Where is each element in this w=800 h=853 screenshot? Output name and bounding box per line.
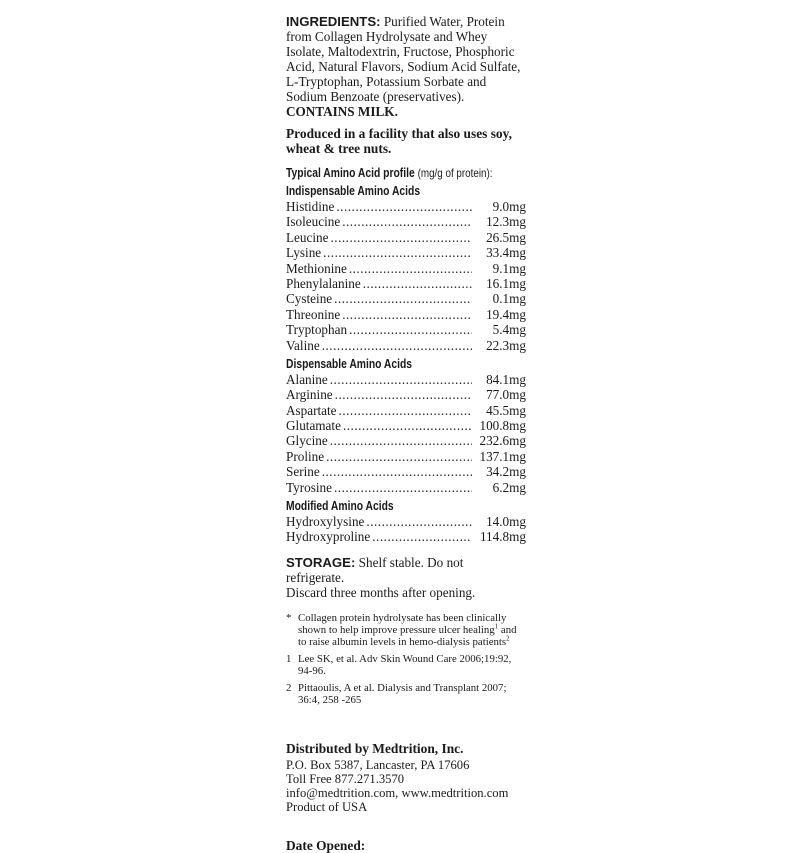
footnote-ref-1-mark: 1 bbox=[286, 652, 292, 665]
amino-acid-name: Histidine bbox=[286, 199, 335, 214]
amino-acid-name: Tryptophan bbox=[286, 322, 348, 338]
amino-acid-row bbox=[286, 229, 526, 245]
amino-acid-row bbox=[286, 514, 526, 530]
ingredients-heading: INGREDIENTS: bbox=[286, 14, 381, 29]
ingredients-text: Purified Water, Protein from Collagen Hydrolysate and Whey Isolate, Maltodextrin, Fructose, Phosphoric Acid, Natural Flavors, Sodium Acid Sulfate, L-Tryptophan, Potassium Sorbate and Sodium Benzoate (preservatives). bbox=[286, 14, 521, 104]
amino-acid-row bbox=[286, 260, 526, 276]
amino-acid-value: 77.0mg bbox=[486, 387, 526, 403]
amino-acid-row bbox=[286, 387, 526, 403]
amino-acid-row bbox=[286, 464, 526, 480]
amino-acid-value: 33.4mg bbox=[486, 245, 526, 261]
dot-leader bbox=[330, 433, 472, 448]
amino-acid-value: 9.0mg bbox=[492, 199, 526, 214]
amino-acid-row bbox=[286, 529, 526, 545]
distributor-phone: Toll Free 877.271.3570 bbox=[286, 771, 405, 786]
amino-acid-row bbox=[286, 402, 526, 418]
amino-acid-value: 45.5mg bbox=[486, 402, 526, 418]
dot-leader bbox=[349, 261, 472, 276]
amino-profile-unit: (mg/g of protein): bbox=[417, 166, 493, 180]
amino-acid-value: 100.8mg bbox=[479, 418, 526, 434]
amino-acid-value: 6.2mg bbox=[492, 479, 526, 495]
date-opened-label: Date Opened: bbox=[286, 837, 366, 853]
dot-leader bbox=[330, 230, 472, 245]
footnote-star-sup-2: 2 bbox=[506, 634, 510, 643]
amino-acid-value: 12.3mg bbox=[486, 214, 526, 230]
dot-leader bbox=[335, 387, 472, 402]
dot-leader bbox=[322, 338, 472, 353]
dot-leader bbox=[343, 418, 472, 433]
amino-acid-table bbox=[286, 184, 526, 545]
amino-acid-name: Lysine bbox=[286, 245, 322, 261]
footnote-star-text-1: Collagen protein hydrolysate has been clinically shown to help improve pressure ulcer healing bbox=[298, 611, 507, 636]
amino-acid-row bbox=[286, 433, 526, 449]
footnote-ref-1-text: Lee SK, et al. Adv Skin Wound Care 2006;19:92, 94-96. bbox=[298, 652, 512, 677]
amino-acid-value: 19.4mg bbox=[486, 306, 526, 322]
storage-line-2: Discard three months after opening. bbox=[286, 584, 476, 600]
dot-leader bbox=[349, 322, 472, 337]
amino-acid-name: Methionine bbox=[286, 260, 347, 276]
dot-leader bbox=[334, 291, 472, 306]
amino-acid-name: Arginine bbox=[286, 387, 333, 403]
storage-line-1: Shelf stable. Do not refrigerate. bbox=[286, 554, 464, 585]
amino-group-title: Dispensable Amino Acids bbox=[286, 356, 413, 371]
footnote-star-text-2: and to raise albumin levels in hemo-dialysis patients bbox=[298, 623, 517, 648]
amino-acid-name: Aspartate bbox=[286, 402, 337, 418]
ingredients-paragraph bbox=[286, 14, 522, 119]
amino-acid-name: Phenylalanine bbox=[286, 275, 361, 291]
amino-acid-value: 84.1mg bbox=[486, 371, 526, 387]
amino-acid-value: 16.1mg bbox=[486, 275, 526, 291]
footnote-ref-2-text: Pittaoulis, A et al. Dialysis and Transplant 2007; 36:4, 258 -265 bbox=[298, 681, 507, 706]
amino-acid-name: Hydroxyproline bbox=[286, 529, 371, 545]
product-label-panel bbox=[286, 14, 526, 853]
dot-leader bbox=[363, 276, 472, 291]
dot-leader bbox=[336, 199, 472, 214]
dot-leader bbox=[330, 372, 472, 387]
amino-profile-header bbox=[286, 166, 522, 180]
distributor-origin: Product of USA bbox=[286, 799, 368, 814]
amino-acid-row bbox=[286, 418, 526, 434]
amino-acid-name: Serine bbox=[286, 464, 320, 480]
distributor-name: Distributed by Medtrition, Inc. bbox=[286, 740, 464, 756]
footnote-ref-1 bbox=[286, 653, 522, 677]
amino-acid-value: 34.2mg bbox=[486, 464, 526, 480]
amino-acid-name: Glycine bbox=[286, 433, 328, 449]
footnote-ref-2 bbox=[286, 682, 522, 706]
amino-acid-name: Hydroxylysine bbox=[286, 514, 365, 530]
amino-acid-value: 0.1mg bbox=[492, 291, 526, 307]
amino-acid-row bbox=[286, 291, 526, 307]
amino-acid-value: 9.1mg bbox=[492, 260, 526, 276]
amino-profile-title: Typical Amino Acid profile bbox=[286, 166, 415, 180]
storage-instructions bbox=[286, 555, 522, 600]
amino-acid-name: Isoleucine bbox=[286, 214, 341, 230]
amino-acid-value: 26.5mg bbox=[486, 229, 526, 245]
amino-acid-value: 22.3mg bbox=[486, 337, 526, 353]
dot-leader bbox=[322, 464, 472, 479]
amino-acid-name: Cysteine bbox=[286, 291, 333, 307]
amino-group-title: Modified Amino Acids bbox=[286, 499, 394, 514]
footnote-star-mark: * bbox=[286, 611, 292, 624]
contains-milk-warning: CONTAINS MILK. bbox=[286, 104, 398, 119]
distributor-address: P.O. Box 5387, Lancaster, PA 17606 bbox=[286, 757, 470, 772]
amino-acid-value: 5.4mg bbox=[492, 322, 526, 338]
amino-acid-name: Leucine bbox=[286, 229, 329, 245]
footnotes bbox=[286, 612, 522, 706]
amino-acid-value: 232.6mg bbox=[479, 433, 526, 449]
footnote-star-sup-1: 1 bbox=[494, 622, 499, 631]
dot-leader bbox=[372, 529, 472, 544]
dot-leader bbox=[326, 449, 472, 464]
amino-acid-name: Tyrosine bbox=[286, 479, 332, 495]
amino-acid-name: Valine bbox=[286, 337, 320, 353]
facility-allergen-note: Produced in a facility that also uses soy, wheat & tree nuts. bbox=[286, 126, 512, 156]
amino-group-title: Indispensable Amino Acids bbox=[286, 184, 421, 198]
amino-acid-row bbox=[286, 337, 526, 353]
amino-acid-row bbox=[286, 448, 526, 464]
footnote-ref-2-mark: 2 bbox=[286, 681, 292, 694]
distributor-contact: info@medtrition.com, www.medtrition.com bbox=[286, 785, 509, 800]
amino-acid-row bbox=[286, 306, 526, 322]
storage-heading: STORAGE: bbox=[286, 554, 356, 570]
amino-acid-row bbox=[286, 322, 526, 338]
amino-acid-row bbox=[286, 245, 526, 261]
amino-acid-row bbox=[286, 275, 526, 291]
amino-acid-row bbox=[286, 479, 526, 495]
dot-leader bbox=[366, 514, 472, 529]
dot-leader bbox=[339, 403, 472, 418]
amino-acid-name: Alanine bbox=[286, 371, 328, 387]
amino-acid-row bbox=[286, 371, 526, 387]
dot-leader bbox=[334, 480, 472, 495]
footnote-star bbox=[286, 612, 522, 648]
amino-acid-name: Proline bbox=[286, 448, 325, 464]
amino-acid-value: 137.1mg bbox=[479, 448, 526, 464]
amino-acid-name: Glutamate bbox=[286, 418, 341, 434]
amino-acid-row bbox=[286, 214, 526, 230]
amino-acid-name: Threonine bbox=[286, 306, 341, 322]
distributor-block bbox=[286, 742, 522, 814]
amino-acid-row bbox=[286, 199, 526, 214]
dot-leader bbox=[342, 307, 472, 322]
amino-acid-value: 114.8mg bbox=[479, 529, 526, 545]
dot-leader bbox=[342, 214, 472, 229]
amino-acid-value: 14.0mg bbox=[486, 514, 526, 530]
dot-leader bbox=[323, 245, 472, 260]
